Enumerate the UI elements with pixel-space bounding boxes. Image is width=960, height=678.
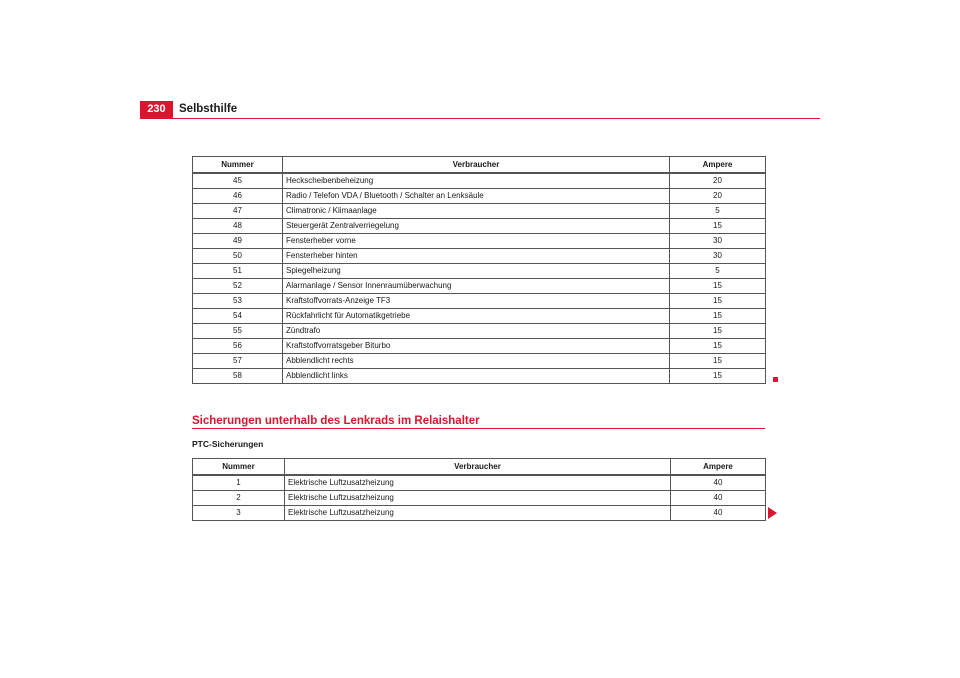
ampere-value: 15 [670, 219, 766, 234]
ampere-value: 15 [670, 354, 766, 369]
consumer-name: Rückfahrlicht für Automatikgetriebe [283, 309, 670, 324]
fuse-number: 56 [193, 339, 283, 354]
table-row [193, 506, 766, 521]
header-divider [140, 118, 820, 119]
column-header-ampere: Ampere [670, 157, 766, 174]
fuse-number: 51 [193, 264, 283, 279]
ampere-value: 15 [670, 294, 766, 309]
fuse-number: 47 [193, 204, 283, 219]
fuse-number: 48 [193, 219, 283, 234]
ampere-value: 30 [670, 234, 766, 249]
table-row [193, 491, 766, 506]
column-header-ampere: Ampere [671, 459, 766, 476]
consumer-name: Steuergerät Zentralverriegelung [283, 219, 670, 234]
ampere-value: 40 [671, 491, 766, 506]
table-row [193, 354, 766, 369]
page-header [140, 101, 820, 119]
fuse-number: 57 [193, 354, 283, 369]
ampere-value: 15 [670, 369, 766, 384]
column-header-nummer: Nummer [193, 459, 285, 476]
ampere-value: 40 [671, 475, 766, 491]
fuse-number: 1 [193, 475, 285, 491]
table-row [193, 369, 766, 384]
consumer-name: Abblendlicht links [283, 369, 670, 384]
fuse-number: 53 [193, 294, 283, 309]
fuse-table-2 [192, 458, 766, 521]
continue-arrow-icon [768, 507, 777, 519]
table-header-row [193, 157, 766, 174]
table-row [193, 279, 766, 294]
fuse-number: 45 [193, 173, 283, 189]
consumer-name: Kraftstoffvorrats-Anzeige TF3 [283, 294, 670, 309]
ampere-value: 30 [670, 249, 766, 264]
fuse-number: 52 [193, 279, 283, 294]
table-row [193, 189, 766, 204]
ampere-value: 15 [670, 309, 766, 324]
ampere-value: 15 [670, 324, 766, 339]
table-row [193, 339, 766, 354]
subheading: PTC-Sicherungen [192, 439, 264, 449]
page-title: Selbsthilfe [179, 103, 238, 115]
table-row [193, 324, 766, 339]
fuse-number: 3 [193, 506, 285, 521]
section-divider [192, 428, 765, 429]
ampere-value: 5 [670, 204, 766, 219]
table-row [193, 309, 766, 324]
table-row [193, 475, 766, 491]
ampere-value: 20 [670, 189, 766, 204]
column-header-verbraucher: Verbraucher [285, 459, 671, 476]
consumer-name: Abblendlicht rechts [283, 354, 670, 369]
table-row [193, 219, 766, 234]
column-header-nummer: Nummer [193, 157, 283, 174]
table-row [193, 173, 766, 189]
consumer-name: Elektrische Luftzusatzheizung [285, 475, 671, 491]
table-row [193, 264, 766, 279]
fuse-number: 49 [193, 234, 283, 249]
fuse-number: 55 [193, 324, 283, 339]
consumer-name: Climatronic / Klimaanlage [283, 204, 670, 219]
ampere-value: 40 [671, 506, 766, 521]
page-number: 230 [140, 101, 173, 118]
consumer-name: Kraftstoffvorratsgeber Biturbo [283, 339, 670, 354]
consumer-name: Radio / Telefon VDA / Bluetooth / Schalter an Lenksäule [283, 189, 670, 204]
fuse-table-1-body [193, 173, 766, 384]
consumer-name: Elektrische Luftzusatzheizung [285, 491, 671, 506]
ampere-value: 15 [670, 339, 766, 354]
table-row [193, 204, 766, 219]
fuse-number: 2 [193, 491, 285, 506]
column-header-verbraucher: Verbraucher [283, 157, 670, 174]
table-row [193, 249, 766, 264]
table-row [193, 234, 766, 249]
fuse-number: 54 [193, 309, 283, 324]
consumer-name: Fensterheber vorne [283, 234, 670, 249]
section-title: Sicherungen unterhalb des Lenkrads im Relaishalter [192, 415, 480, 427]
ampere-value: 20 [670, 173, 766, 189]
table-row [193, 294, 766, 309]
ampere-value: 15 [670, 279, 766, 294]
consumer-name: Elektrische Luftzusatzheizung [285, 506, 671, 521]
square-end-marker-icon [773, 377, 778, 382]
consumer-name: Zündtrafo [283, 324, 670, 339]
fuse-table-2-body [193, 475, 766, 521]
consumer-name: Heckscheibenbeheizung [283, 173, 670, 189]
consumer-name: Alarmanlage / Sensor Innenraumüberwachung [283, 279, 670, 294]
table-header-row [193, 459, 766, 476]
fuse-table-1 [192, 156, 766, 384]
consumer-name: Fensterheber hinten [283, 249, 670, 264]
fuse-number: 50 [193, 249, 283, 264]
consumer-name: Spiegelheizung [283, 264, 670, 279]
ampere-value: 5 [670, 264, 766, 279]
fuse-number: 46 [193, 189, 283, 204]
fuse-number: 58 [193, 369, 283, 384]
